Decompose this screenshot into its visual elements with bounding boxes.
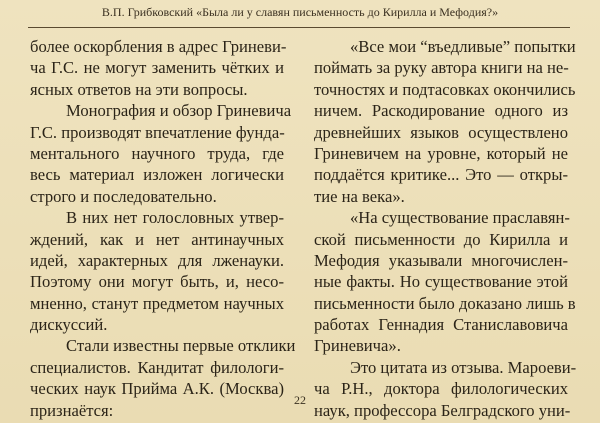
right-text-column xyxy=(314,36,577,421)
text-line: ясных ответов на эти вопросы. xyxy=(30,79,248,99)
text-line: ждений, как и нет антинаучных xyxy=(30,229,284,249)
text-line: ча Р.Н., доктора филологических xyxy=(314,379,568,399)
text-line: древнейших языков осуществлено xyxy=(314,122,568,142)
text-line: весь материал изложен логически xyxy=(30,165,284,185)
text-line: «На существование праславян- xyxy=(350,208,570,228)
text-line: точностях и подтасовках окончились xyxy=(314,79,576,99)
running-header: В.П. Грибковский «Была ли у славян письменность до Кирилла и Мефодия?» xyxy=(101,5,499,19)
text-line: Поэтому они могут быть, и, несо- xyxy=(30,272,284,292)
text-line: ча Г.С. не могут заменить чётких и xyxy=(30,58,284,78)
text-line: дискуссий. xyxy=(30,315,108,335)
text-line: признаётся: xyxy=(30,400,114,420)
text-line: Это цитата из отзыва. Мароеви- xyxy=(350,357,577,377)
text-line: мненно, станут предметом научных xyxy=(30,293,284,313)
text-line: идей, характерных для лженауки. xyxy=(30,250,284,270)
text-line: ческих наук Прийма А.К. (Москва) xyxy=(30,379,284,399)
left-text-column xyxy=(30,36,296,421)
text-line: Гриневича». xyxy=(314,336,401,356)
text-line: Гриневичем на уровне, который не xyxy=(314,143,568,163)
text-line: работах Геннадия Станиславовича xyxy=(314,315,568,335)
text-line: ничем. Раскодирование одного из xyxy=(314,101,568,121)
header-divider xyxy=(28,27,570,28)
text-line: Стали известны первые отклики xyxy=(66,336,296,356)
text-line: ской письменности до Кирилла и xyxy=(314,229,568,249)
text-line: строго и последовательно. xyxy=(30,186,217,206)
text-line: специалистов. Кандитат филологи- xyxy=(30,357,284,377)
text-line: В них нет голословных утвер- xyxy=(66,208,284,228)
page-number: 22 xyxy=(294,393,306,407)
text-line: Мефодия указывали многочислен- xyxy=(314,250,568,270)
text-line: ные факты. Но существование этой xyxy=(314,272,568,292)
text-line: наук, профессора Белградского уни- xyxy=(314,400,571,420)
text-line: Г.С. производят впечатление фунда- xyxy=(30,122,285,142)
text-line: «Все мои “въедливые” попытки xyxy=(350,37,576,56)
text-line: письменности было доказано лишь в xyxy=(314,293,576,313)
text-line: ментального научного труда, где xyxy=(30,143,284,163)
text-line: поддаётся критике... Это — откры- xyxy=(314,165,568,185)
text-line: поймать за руку автора книги на не- xyxy=(314,58,569,78)
text-line: Монография и обзор Гриневича xyxy=(66,101,292,121)
text-line: более оскорбления в адрес Гриневи- xyxy=(30,37,287,56)
text-line: тие на века». xyxy=(314,186,405,206)
